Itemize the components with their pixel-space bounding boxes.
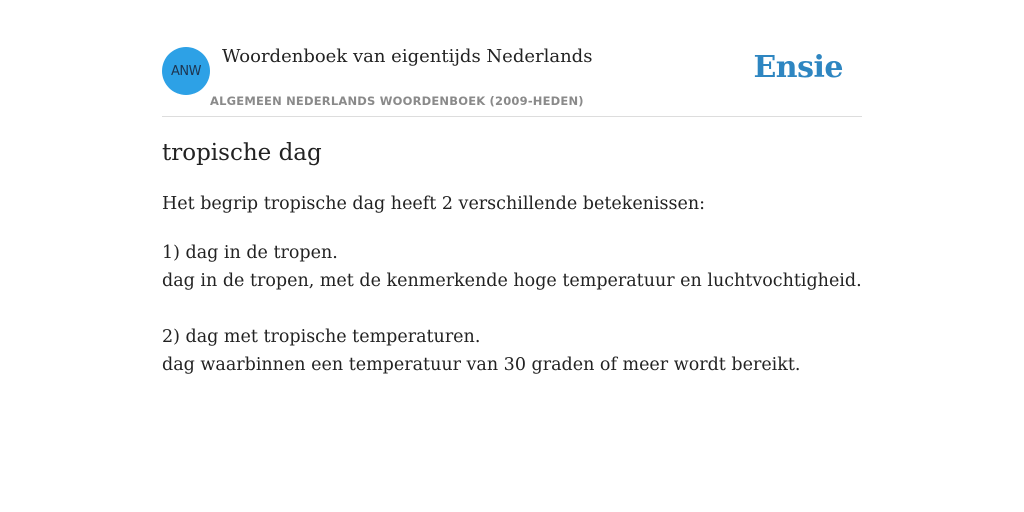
meaning-heading: 1) dag in de tropen. (162, 243, 338, 263)
anw-logo[interactable] (162, 47, 210, 95)
meaning-definition: dag waarbinnen een temperatuur van 30 graden of meer wordt bereikt. (162, 355, 801, 375)
meaning-item (162, 239, 862, 295)
meaning-definition: dag in de tropen, met de kenmerkende hoge temperatuur en luchtvochtigheid. (162, 271, 862, 291)
dictionary-title[interactable]: Woordenboek van eigentijds Nederlands (222, 46, 593, 67)
entry-title: tropische dag (162, 140, 322, 166)
meaning-item (162, 323, 800, 379)
entry-intro: Het begrip tropische dag heeft 2 verschillende betekenissen: (162, 194, 706, 214)
dictionary-header (162, 0, 862, 117)
anw-logo-text: ANW (171, 63, 201, 79)
dictionary-subtitle: ALGEMEEN NEDERLANDS WOORDENBOEK (2009-HEDEN) (210, 94, 584, 108)
ensie-brand-logo[interactable]: Ensie (753, 50, 843, 85)
meaning-heading: 2) dag met tropische temperaturen. (162, 327, 481, 347)
page-container (162, 0, 862, 375)
